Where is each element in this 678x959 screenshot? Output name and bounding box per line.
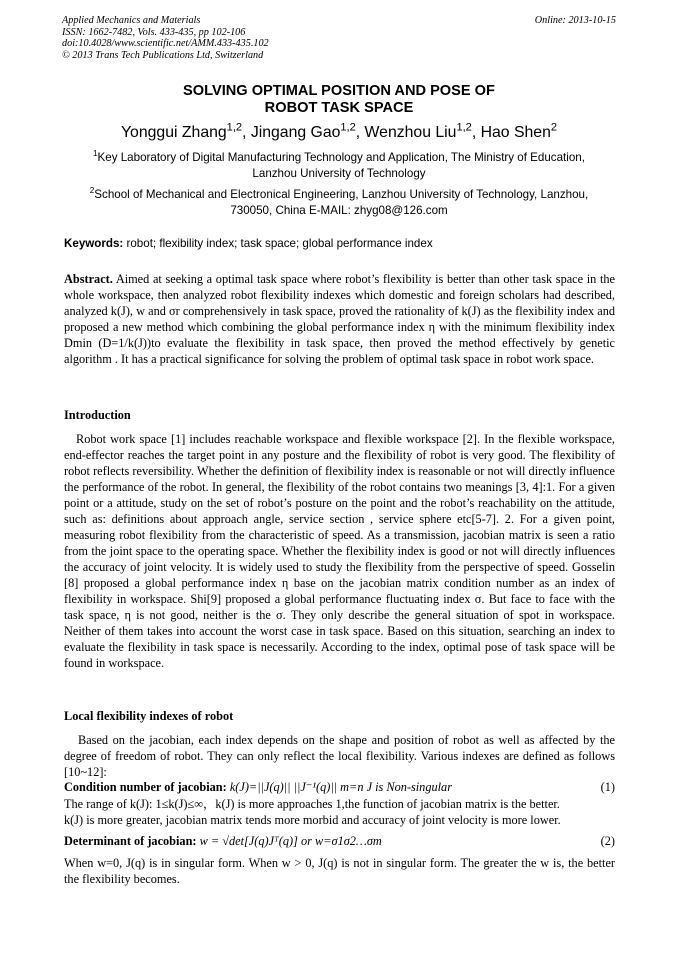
keywords-label: Keywords: [64, 237, 124, 250]
abstract-text: Aimed at seeking a optimal task space where robot’s flexibility is better than other task space in the whole workspace, then analyzed robot flexibility indexes which domestic and foreign scholars had described, analyzed k(J), w and σr comprehensively in task space, proved the rationality of k(J) as the flexibility index and proposed a new method which combining the global performance index η with the minimum flexibility index Dmin (D=1/k(J))to evaluate the flexibility in task space, then proved the method effectively by genetic algorithm . It has a practical significance for solving the problem of optimal task space in robot work space. [64, 272, 615, 366]
equation-1-explanation-1: The range of k(J): 1≤k(J)≤∞，k(J) is more approaches 1,the function of jacobian matrix is the better. [64, 797, 560, 811]
doi: doi:10.4028/www.scientific.net/AMM.433-435.102 [62, 38, 269, 49]
author-name: Hao Shen [480, 124, 551, 141]
equation-2-number: (2) [600, 834, 615, 848]
author-affiliation: 1,2 [226, 121, 243, 134]
local-flexibility-paragraph: Based on the jacobian, each index depends on the shape and position of robot as well as affected by the degree of freedom of robot. They can only reflect the local flexibility. Various indexes are defined as follows [10~12]: [64, 733, 615, 779]
equation-1-label: Condition number of jacobian: [64, 780, 227, 794]
author-affiliation: 2 [550, 121, 558, 134]
author-name: Wenzhou Liu [364, 124, 457, 141]
affiliation-2 [62, 187, 616, 219]
equation-1-explanation-2: k(J) is more greater, jacobian matrix tends more morbid and accuracy of joint velocity is more lower. [64, 813, 561, 827]
journal-header [62, 15, 269, 61]
affiliation-line: Key Laboratory of Digital Manufacturing Technology and Application, The Ministry of Education, [97, 151, 585, 164]
title-line-1: SOLVING OPTIMAL POSITION AND POSE OF [183, 83, 495, 99]
abstract-label: Abstract. [64, 272, 113, 286]
online-date: Online: 2013-10-15 [534, 15, 616, 26]
affiliation-1 [62, 150, 616, 182]
keywords-text: robot; flexibility index; task space; global performance index [123, 237, 433, 250]
affiliation-line: School of Mechanical and Electronical Engineering, Lanzhou University of Technology, Lanzhou, [94, 188, 589, 201]
author-affiliation: 1,2 [456, 121, 472, 134]
equation-1-formula: k(J)=||J(q)|| ||J⁻¹(q)|| m=n J is Non-singular [229, 780, 452, 794]
affiliation-line: 730050, China E-MAIL: zhyg08@126.com [230, 204, 448, 217]
copyright: © 2013 Trans Tech Publications Ltd, Switzerland [62, 49, 264, 61]
paper-title [40, 83, 638, 117]
issn: ISSN: 1662-7482, Vols. 433-435, pp 102-106 [62, 26, 246, 38]
affiliation-line: Lanzhou University of Technology [252, 167, 426, 180]
keywords [64, 237, 433, 250]
introduction-paragraph: Robot work space [1] includes reachable workspace and flexible workspace [2]. In the flexible workspace, end-effector reaches the target point in any posture and the flexibility of robot is very good. The flexibility of robot reflects reversibility. Whether the definition of flexibility index is reasonable or not will directly influence the performance of the robot. In general, the flexibility of the robot contains two meanings [3, 4]:1. For a given point or a attitude, study on the set of robot’s posture on the point and the robot’s reachability on the attitude, such as: definitions about approach angle, service section , service sphere etc[5-7]. 2. For a given point, measuring robot flexibility from the characteristic of speed. As a transmission, jacobian matrix is seen a ratio from the joint space to the operating space. Whether the flexibility index is good or not will directly influences the accuracy of joint velocity. It is widely used to study the flexibility from the perspective of speed. Gosselin [8] proposed a global performance index η base on the jacobian matrix condition number as an index of flexibility in workspace. Shi[9] proposed a global performance fluctuating index σ. But face to face with the task space, η is not good, neither is the σ. They only describe the general situation of spot in workspace. Neither of them takes into account the worst case in task space. Based on this situation, searching an index to evaluate the flexibility in task space is necessarily. According to the index, optimal pose of task space will be found in workspace. [64, 432, 615, 670]
equation-2-formula: w = √det[J(q)Jᵀ(q)] or w=σ1σ2…σm [199, 834, 382, 848]
abstract [64, 271, 615, 367]
journal-name: Applied Mechanics and Materials [62, 15, 201, 26]
section-heading-introduction: Introduction [64, 408, 131, 422]
author-name: Jingang Gao [250, 124, 341, 141]
author-name: Yonggui Zhang [120, 124, 227, 141]
equation-2 [64, 834, 615, 849]
equation-1-number: (1) [600, 780, 615, 794]
affiliation-number: 2 [89, 186, 95, 196]
author-affiliation: 1,2 [340, 121, 356, 134]
equation-2-label: Determinant of jacobian: [64, 834, 197, 848]
title-line-2: ROBOT TASK SPACE [264, 100, 414, 116]
affiliation-number: 1 [93, 149, 98, 159]
equation-2-explanation: When w=0, J(q) is in singular form. When w > 0, J(q) is not in singular form. The greater the w is, the better the flexibility becomes. [64, 856, 615, 886]
equation-1 [64, 780, 615, 795]
section-heading-local-flexibility: Local flexibility indexes of robot [64, 709, 234, 723]
author-list: Yonggui Zhang$^{1,2}$, Jingang Gao$^{1,2}$, Wenzhou Liu$^{1,2}$, Hao Shen$^2$ [120, 121, 558, 141]
